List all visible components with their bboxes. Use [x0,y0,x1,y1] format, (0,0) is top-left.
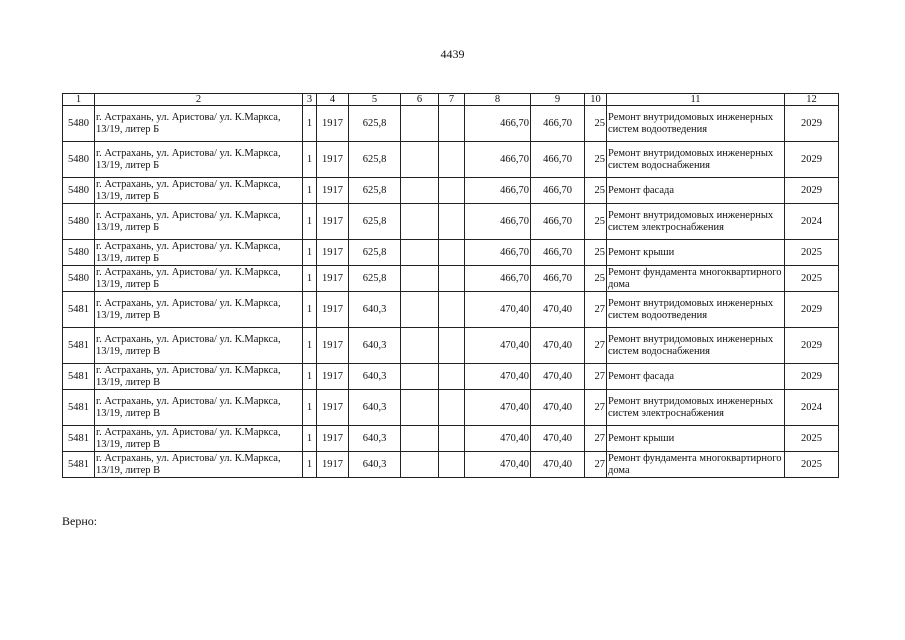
table-row [63,426,839,452]
column-3-cell: 1 [303,390,317,426]
column-6-cell [401,178,439,204]
work-type-cell: Ремонт внутридомовых инженерных систем водоотведения [607,292,785,328]
column-10-cell: 25 [585,240,607,266]
object-id-cell: 5481 [63,452,95,478]
year-built-cell: 1917 [317,426,349,452]
column-3-cell: 1 [303,452,317,478]
column-number-row [63,94,839,106]
column-8-cell: 466,70 [465,240,531,266]
column-10-cell: 27 [585,452,607,478]
column-8-cell: 470,40 [465,426,531,452]
column-3-cell: 1 [303,240,317,266]
address-cell: г. Астрахань, ул. Аристова/ ул. К.Маркса, 13/19, литер Б [95,178,303,204]
column-9-cell: 466,70 [531,106,585,142]
deadline-year-cell: 2025 [785,240,839,266]
column-9-cell: 466,70 [531,204,585,240]
column-6-cell [401,142,439,178]
column-9-cell: 470,40 [531,328,585,364]
object-id-cell: 5480 [63,106,95,142]
column-number: 10 [585,94,607,106]
year-built-cell: 1917 [317,266,349,292]
table-row [63,364,839,390]
work-type-cell: Ремонт крыши [607,426,785,452]
object-id-cell: 5480 [63,240,95,266]
column-6-cell [401,106,439,142]
column-7-cell [439,452,465,478]
year-built-cell: 1917 [317,240,349,266]
column-7-cell [439,364,465,390]
column-3-cell: 1 [303,204,317,240]
table-row [63,328,839,364]
column-number: 12 [785,94,839,106]
table-row [63,390,839,426]
work-type-cell: Ремонт внутридомовых инженерных систем водоотведения [607,106,785,142]
certification-label: Верно: [62,514,98,528]
column-3-cell: 1 [303,142,317,178]
column-10-cell: 25 [585,204,607,240]
total-area-cell: 625,8 [349,204,401,240]
deadline-year-cell: 2029 [785,106,839,142]
column-6-cell [401,390,439,426]
work-type-cell: Ремонт крыши [607,240,785,266]
address-cell: г. Астрахань, ул. Аристова/ ул. К.Маркса, 13/19, литер В [95,390,303,426]
address-cell: г. Астрахань, ул. Аристова/ ул. К.Маркса, 13/19, литер В [95,292,303,328]
deadline-year-cell: 2025 [785,426,839,452]
work-type-cell: Ремонт фасада [607,364,785,390]
table-row [63,240,839,266]
column-7-cell [439,204,465,240]
year-built-cell: 1917 [317,452,349,478]
year-built-cell: 1917 [317,178,349,204]
column-9-cell: 470,40 [531,452,585,478]
column-7-cell [439,426,465,452]
column-8-cell: 470,40 [465,390,531,426]
column-3-cell: 1 [303,178,317,204]
column-10-cell: 27 [585,292,607,328]
column-number: 6 [401,94,439,106]
column-8-cell: 470,40 [465,364,531,390]
address-cell: г. Астрахань, ул. Аристова/ ул. К.Маркса, 13/19, литер Б [95,106,303,142]
column-9-cell: 470,40 [531,364,585,390]
total-area-cell: 640,3 [349,292,401,328]
column-number: 3 [303,94,317,106]
page-number: 4439 [440,47,465,61]
total-area-cell: 625,8 [349,106,401,142]
table-row [63,266,839,292]
column-number: 7 [439,94,465,106]
deadline-year-cell: 2029 [785,364,839,390]
column-10-cell: 25 [585,106,607,142]
work-type-cell: Ремонт внутридомовых инженерных систем водоснабжения [607,142,785,178]
column-10-cell: 25 [585,178,607,204]
work-type-cell: Ремонт внутридомовых инженерных систем электроснабжения [607,390,785,426]
object-id-cell: 5481 [63,364,95,390]
total-area-cell: 640,3 [349,390,401,426]
year-built-cell: 1917 [317,142,349,178]
column-9-cell: 470,40 [531,426,585,452]
year-built-cell: 1917 [317,328,349,364]
column-8-cell: 466,70 [465,106,531,142]
total-area-cell: 640,3 [349,452,401,478]
work-type-cell: Ремонт фасада [607,178,785,204]
object-id-cell: 5481 [63,426,95,452]
column-6-cell [401,452,439,478]
column-9-cell: 470,40 [531,292,585,328]
column-7-cell [439,240,465,266]
column-6-cell [401,292,439,328]
object-id-cell: 5481 [63,390,95,426]
column-7-cell [439,142,465,178]
column-9-cell: 466,70 [531,266,585,292]
column-9-cell: 466,70 [531,178,585,204]
total-area-cell: 640,3 [349,426,401,452]
column-10-cell: 27 [585,364,607,390]
address-cell: г. Астрахань, ул. Аристова/ ул. К.Маркса, 13/19, литер Б [95,266,303,292]
table-row [63,204,839,240]
column-number: 5 [349,94,401,106]
column-8-cell: 466,70 [465,204,531,240]
total-area-cell: 640,3 [349,364,401,390]
work-type-cell: Ремонт фундамента многоквартирного дома [607,266,785,292]
column-9-cell: 470,40 [531,390,585,426]
deadline-year-cell: 2025 [785,452,839,478]
total-area-cell: 625,8 [349,266,401,292]
column-7-cell [439,328,465,364]
column-3-cell: 1 [303,292,317,328]
column-3-cell: 1 [303,266,317,292]
object-id-cell: 5480 [63,178,95,204]
object-id-cell: 5480 [63,142,95,178]
column-6-cell [401,328,439,364]
column-8-cell: 470,40 [465,292,531,328]
column-6-cell [401,426,439,452]
column-number: 9 [531,94,585,106]
total-area-cell: 625,8 [349,142,401,178]
deadline-year-cell: 2024 [785,390,839,426]
deadline-year-cell: 2029 [785,178,839,204]
table-row [63,292,839,328]
column-3-cell: 1 [303,426,317,452]
column-6-cell [401,204,439,240]
column-10-cell: 25 [585,142,607,178]
table-row [63,178,839,204]
column-9-cell: 466,70 [531,240,585,266]
address-cell: г. Астрахань, ул. Аристова/ ул. К.Маркса, 13/19, литер В [95,452,303,478]
year-built-cell: 1917 [317,106,349,142]
year-built-cell: 1917 [317,292,349,328]
column-8-cell: 466,70 [465,142,531,178]
address-cell: г. Астрахань, ул. Аристова/ ул. К.Маркса, 13/19, литер Б [95,240,303,266]
column-10-cell: 27 [585,328,607,364]
work-type-cell: Ремонт фундамента многоквартирного дома [607,452,785,478]
object-id-cell: 5481 [63,328,95,364]
address-cell: г. Астрахань, ул. Аристова/ ул. К.Маркса, 13/19, литер Б [95,204,303,240]
total-area-cell: 640,3 [349,328,401,364]
work-type-cell: Ремонт внутридомовых инженерных систем электроснабжения [607,204,785,240]
column-8-cell: 466,70 [465,266,531,292]
address-cell: г. Астрахань, ул. Аристова/ ул. К.Маркса, 13/19, литер В [95,426,303,452]
column-number: 8 [465,94,531,106]
column-6-cell [401,266,439,292]
table-row [63,106,839,142]
column-7-cell [439,178,465,204]
column-10-cell: 27 [585,426,607,452]
column-9-cell: 466,70 [531,142,585,178]
deadline-year-cell: 2029 [785,328,839,364]
address-cell: г. Астрахань, ул. Аристова/ ул. К.Маркса, 13/19, литер В [95,364,303,390]
deadline-year-cell: 2024 [785,204,839,240]
column-number: 11 [607,94,785,106]
address-cell: г. Астрахань, ул. Аристова/ ул. К.Маркса, 13/19, литер В [95,328,303,364]
column-8-cell: 470,40 [465,328,531,364]
total-area-cell: 625,8 [349,240,401,266]
table-row [63,142,839,178]
column-3-cell: 1 [303,328,317,364]
column-number: 2 [95,94,303,106]
column-7-cell [439,292,465,328]
repair-schedule-table [62,93,839,478]
deadline-year-cell: 2025 [785,266,839,292]
year-built-cell: 1917 [317,390,349,426]
column-10-cell: 27 [585,390,607,426]
column-10-cell: 25 [585,266,607,292]
column-number: 1 [63,94,95,106]
year-built-cell: 1917 [317,364,349,390]
deadline-year-cell: 2029 [785,142,839,178]
object-id-cell: 5480 [63,204,95,240]
column-3-cell: 1 [303,364,317,390]
column-6-cell [401,364,439,390]
total-area-cell: 625,8 [349,178,401,204]
column-8-cell: 466,70 [465,178,531,204]
column-6-cell [401,240,439,266]
object-id-cell: 5480 [63,266,95,292]
object-id-cell: 5481 [63,292,95,328]
table-row [63,452,839,478]
address-cell: г. Астрахань, ул. Аристова/ ул. К.Маркса, 13/19, литер Б [95,142,303,178]
column-7-cell [439,266,465,292]
deadline-year-cell: 2029 [785,292,839,328]
column-8-cell: 470,40 [465,452,531,478]
column-7-cell [439,390,465,426]
column-number: 4 [317,94,349,106]
year-built-cell: 1917 [317,204,349,240]
column-7-cell [439,106,465,142]
work-type-cell: Ремонт внутридомовых инженерных систем водоснабжения [607,328,785,364]
column-3-cell: 1 [303,106,317,142]
